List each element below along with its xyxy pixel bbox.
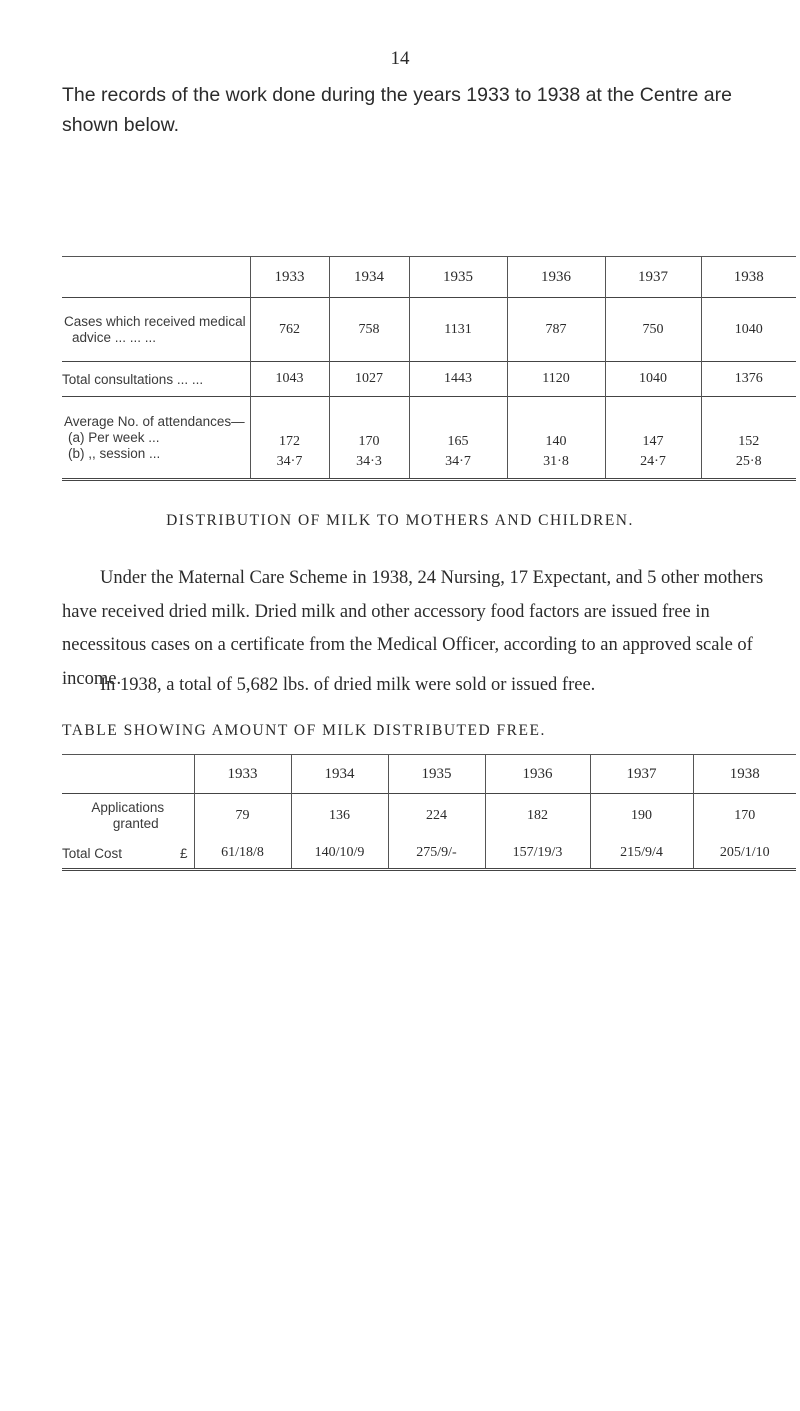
year-header: 1936 (507, 257, 605, 298)
table-cell: 750 (605, 298, 701, 362)
year-header: 1936 (485, 755, 590, 794)
table-cell: 205/1/10 (693, 838, 796, 870)
per-week-value: 170 (358, 434, 380, 449)
per-week-value: 172 (279, 434, 300, 449)
free-milk-table (62, 754, 796, 871)
year-header: 1937 (590, 755, 693, 794)
row-label-line: Cases which received medical (64, 313, 246, 329)
table-header-row (62, 257, 796, 298)
per-session-value: 34·7 (276, 454, 303, 469)
milk-paragraph-text: Under the Maternal Care Scheme in 1938, 24 Nursing, 17 Expectant, and 5 other mothers have received dried milk. Dried milk and other accessory food factors are issued free in necessitous cases on a certificate from the Medical Officer, according to an approved scale of income. (62, 568, 764, 689)
table-cell: 758 (329, 298, 409, 362)
year-header: 1938 (701, 257, 796, 298)
table-cell: 215/9/4 (590, 838, 693, 870)
table-cell: 1376 (701, 362, 796, 397)
table-cell: 1120 (507, 362, 605, 397)
per-week-value: 140 (545, 434, 567, 449)
milk-section-title: DISTRIBUTION OF MILK TO MOTHERS AND CHILDREN. (166, 512, 634, 529)
table-row (62, 298, 796, 362)
per-week-value: 165 (447, 434, 469, 449)
table-cell (605, 397, 701, 480)
cost-label-wrap (62, 846, 194, 861)
table-cell: 224 (388, 794, 485, 839)
row-label (62, 397, 250, 480)
table-cell: 1443 (409, 362, 507, 397)
table-cell: 182 (485, 794, 590, 839)
per-week-value: 152 (738, 434, 760, 449)
table-cell: 1131 (409, 298, 507, 362)
row-label (62, 838, 194, 870)
table-cell (329, 397, 409, 480)
table-cell: 1027 (329, 362, 409, 397)
row-label-line: Average No. of attendances— (64, 413, 245, 429)
per-session-value: 34·7 (445, 454, 471, 469)
row-label-line: Applications (91, 800, 165, 815)
per-session-value: 31·8 (543, 454, 569, 469)
table-header-row (62, 755, 796, 794)
table-cell: 787 (507, 298, 605, 362)
table-cell: 136 (291, 794, 388, 839)
row-label-line: advice ... ... ... (72, 329, 157, 345)
table-row (62, 362, 796, 397)
year-header: 1937 (605, 257, 701, 298)
table-cell: 275/9/- (388, 838, 485, 870)
table-cell (250, 397, 329, 480)
milk-total-paragraph: In 1938, a total of 5,682 lbs. of dried milk were sold or issued free. (100, 675, 596, 695)
corner-cell (62, 257, 250, 298)
row-sublabel: (b) ,, session ... (68, 445, 161, 461)
corner-cell (62, 755, 194, 794)
cost-unit: £ (179, 845, 188, 861)
table-cell: 762 (250, 298, 329, 362)
table-cell: 157/19/3 (485, 838, 590, 870)
year-header: 1934 (329, 257, 409, 298)
table-row (62, 838, 796, 870)
row-label-line: granted (112, 816, 159, 831)
table-cell: 170 (693, 794, 796, 839)
table-cell: 140/10/9 (291, 838, 388, 870)
page-number: 14 (390, 48, 410, 69)
table-cell: 190 (590, 794, 693, 839)
table-cell (409, 397, 507, 480)
per-week-value: 147 (642, 434, 664, 449)
free-milk-table-title: TABLE SHOWING AMOUNT OF MILK DISTRIBUTED FREE. (62, 722, 546, 739)
table-cell (507, 397, 605, 480)
year-header: 1933 (250, 257, 329, 298)
per-session-value: 24·7 (640, 454, 666, 469)
year-header: 1934 (291, 755, 388, 794)
consultations-table (62, 256, 796, 481)
year-header: 1935 (409, 257, 507, 298)
year-header: 1933 (194, 755, 291, 794)
row-label (62, 298, 250, 362)
cost-label: Total Cost (62, 845, 123, 861)
year-header: 1935 (388, 755, 485, 794)
table-row (62, 794, 796, 839)
table-row (62, 397, 796, 480)
intro-paragraph: The records of the work done during the years 1933 to 1938 at the Centre are shown below. (62, 84, 732, 136)
row-label: Total consultations ... ... (62, 362, 250, 397)
per-session-value: 25·8 (735, 454, 762, 469)
table-cell: 1043 (250, 362, 329, 397)
row-label (62, 794, 194, 839)
row-sublabel: (a) Per week ... (68, 429, 160, 445)
table-cell: 79 (194, 794, 291, 839)
table-cell: 1040 (701, 298, 796, 362)
table-cell: 61/18/8 (194, 838, 291, 870)
table-cell (701, 397, 796, 480)
table-cell: 1040 (605, 362, 701, 397)
per-session-value: 34·3 (356, 454, 382, 469)
year-header: 1938 (693, 755, 796, 794)
